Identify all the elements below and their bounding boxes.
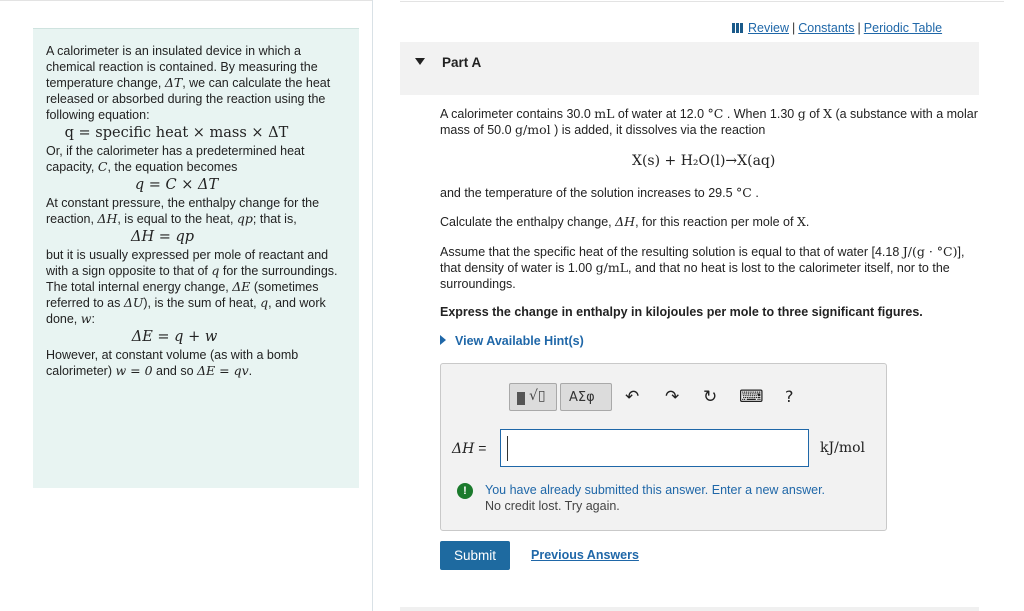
link-separator: | (857, 21, 861, 35)
answer-label: ΔH = (452, 440, 487, 457)
info-paragraph-3: At constant pressure, the enthalpy change for the reaction, ΔH, is equal to the heat, qp; that is, (46, 196, 320, 226)
link-separator: | (792, 21, 796, 35)
question-instruction: Express the change in enthalpy in kilojoules per mole to three significant figures. (440, 305, 923, 319)
top-rule-right (400, 1, 1004, 2)
help-icon[interactable]: ? (785, 387, 794, 406)
bar-chart-icon (732, 22, 744, 36)
question-temperature: and the temperature of the solution increases to 29.5 °C . (440, 185, 759, 200)
question-assumptions: Assume that the specific heat of the resulting solution is equal to that of water [4.18 J/(g · °C)], that density of water is 1.00 g/mL, and that no heat is lost to the calorimeter itself, nor to the surroundings. (440, 244, 965, 291)
reset-icon[interactable]: ↻ (703, 387, 718, 407)
equation-specific-heat: q = specific heat × mass × ΔT (64, 125, 289, 141)
equation-heat-capacity: q = C × ΔT (134, 177, 219, 193)
equation-enthalpy: ΔH = qp (130, 229, 195, 245)
info-paragraph-2: Or, if the calorimeter has a predetermined heat capacity, C, the equation becomes (46, 144, 305, 174)
collapse-triangle-icon[interactable] (415, 58, 425, 65)
part-title: Part A (442, 55, 482, 70)
alert-icon: ! (457, 483, 473, 499)
radical-icon: √▯ (529, 388, 546, 404)
view-hints-link[interactable]: View Available Hint(s) (440, 334, 584, 348)
equation-internal-energy: ΔE = q + w (131, 329, 218, 345)
info-paragraph-4: but it is usually expressed per mole of reactant and with a sign opposite to that of q for the surroundings. The total internal energy change, ΔE (sometimes referred to as ΔU), is the sum of heat, q, and work done, w: (46, 248, 338, 326)
undo-icon[interactable]: ↶ (625, 387, 640, 407)
info-paragraph-1: A calorimeter is an insulated device in which a chemical reaction is contained. By measuring the temperature change, ΔT, we can calculate the heat released or absorbed during the reaction using the following equation: (46, 44, 331, 122)
templates-button[interactable] (509, 383, 557, 411)
previous-answers-link[interactable]: Previous Answers (531, 548, 639, 562)
redo-icon[interactable]: ↷ (665, 387, 680, 407)
answer-unit: kJ/mol (820, 440, 865, 456)
feedback-line-1: You have already submitted this answer. Enter a new answer. (485, 483, 826, 497)
answer-input[interactable] (500, 429, 809, 467)
text-caret (507, 436, 508, 461)
info-paragraph-5: However, at constant volume (as with a bomb calorimeter) w = 0 and so ΔE = qv. (46, 348, 299, 378)
periodic-table-link[interactable]: Periodic Table (863, 21, 943, 35)
template-square-icon (517, 392, 525, 405)
column-divider (372, 0, 373, 611)
expand-triangle-icon (440, 335, 446, 345)
question-task: Calculate the enthalpy change, ΔH, for this reaction per mole of X. (440, 214, 810, 229)
resource-links (732, 21, 942, 36)
keyboard-icon[interactable]: ⌨ (739, 387, 764, 407)
greek-symbols-button[interactable] (560, 383, 612, 411)
reaction-equation: X(s) + H₂O(l)→X(aq) (632, 153, 776, 169)
question-intro: A calorimeter contains 30.0 mL of water at 12.0 °C . When 1.30 g of X (a substance with a molar mass of 50.0 g/mol ) is added, it dissolves via the reaction (440, 106, 978, 137)
review-link[interactable]: Review (748, 21, 789, 35)
submit-button[interactable]: Submit (440, 541, 510, 570)
feedback-line-2: No credit lost. Try again. (485, 499, 620, 513)
info-panel (33, 28, 359, 488)
bottom-rule (400, 607, 979, 611)
constants-link[interactable]: Constants (798, 21, 855, 35)
greek-symbols-label: ΑΣφ (569, 390, 595, 405)
top-rule-left (0, 0, 372, 1)
part-a-header[interactable] (400, 42, 979, 95)
